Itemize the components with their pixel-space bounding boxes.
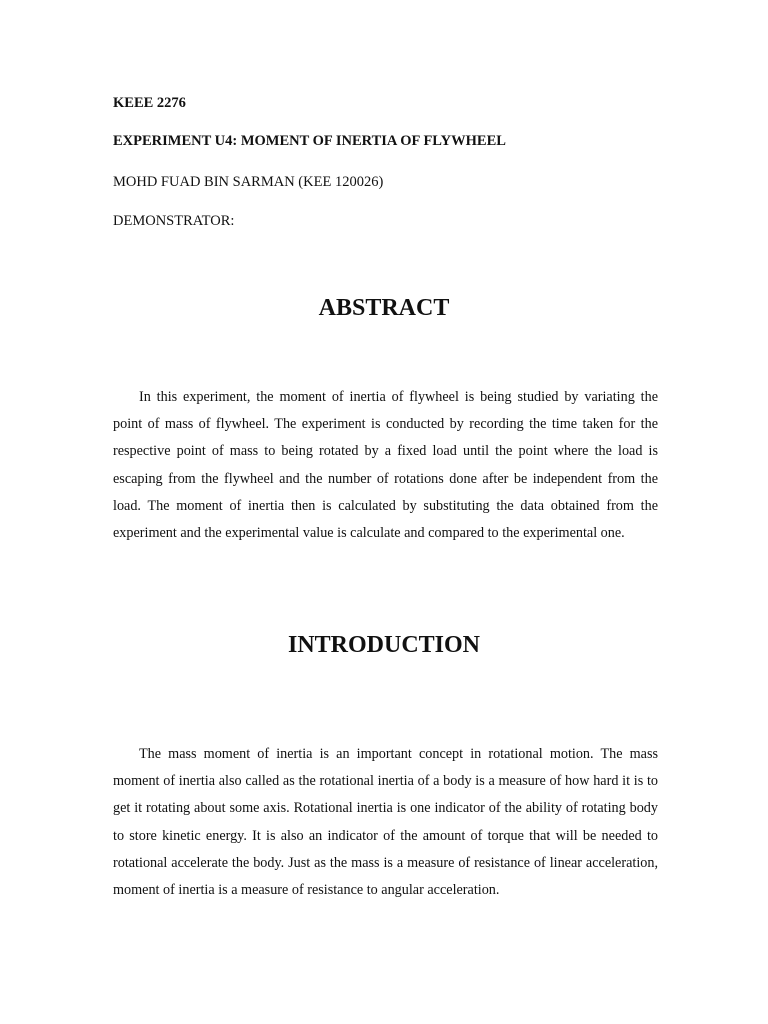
experiment-title: EXPERIMENT U4: MOMENT OF INERTIA OF FLYWHEEL: [113, 133, 506, 149]
author-line: MOHD FUAD BIN SARMAN (KEE 120026): [113, 174, 384, 190]
abstract-heading: ABSTRACT: [318, 295, 450, 321]
abstract-paragraph: In this experiment, the moment of inertia of flywheel is being studied by variating the point of mass of flywheel. The experiment is conducted by recording the time taken for the respective point of mass to being rotated by a fixed load until the point where the load is escaping from the flywheel and the number of rotations done after be independent from the load. The moment of inertia then is calculated by substituting the data obtained from the experiment and the experimental value is calculate and compared to the experimental one.: [113, 389, 658, 542]
demonstrator-line: DEMONSTRATOR:: [113, 213, 235, 229]
introduction-heading: INTRODUCTION: [287, 632, 481, 658]
course-code: KEEE 2276: [113, 95, 186, 111]
introduction-paragraph: The mass moment of inertia is an important concept in rotational motion. The mass moment of inertia also called as the rotational inertia of a body is a measure of how hard it is to get it rotating about some axis. Rotational inertia is one indicator of the ability of rotating body to store kinetic energy. It is also an indicator of the amount of torque that will be needed to rotational accelerate the body. Just as the mass is a measure of resistance of linear acceleration, moment of inertia is a measure of resistance to angular acceleration.: [113, 746, 658, 899]
